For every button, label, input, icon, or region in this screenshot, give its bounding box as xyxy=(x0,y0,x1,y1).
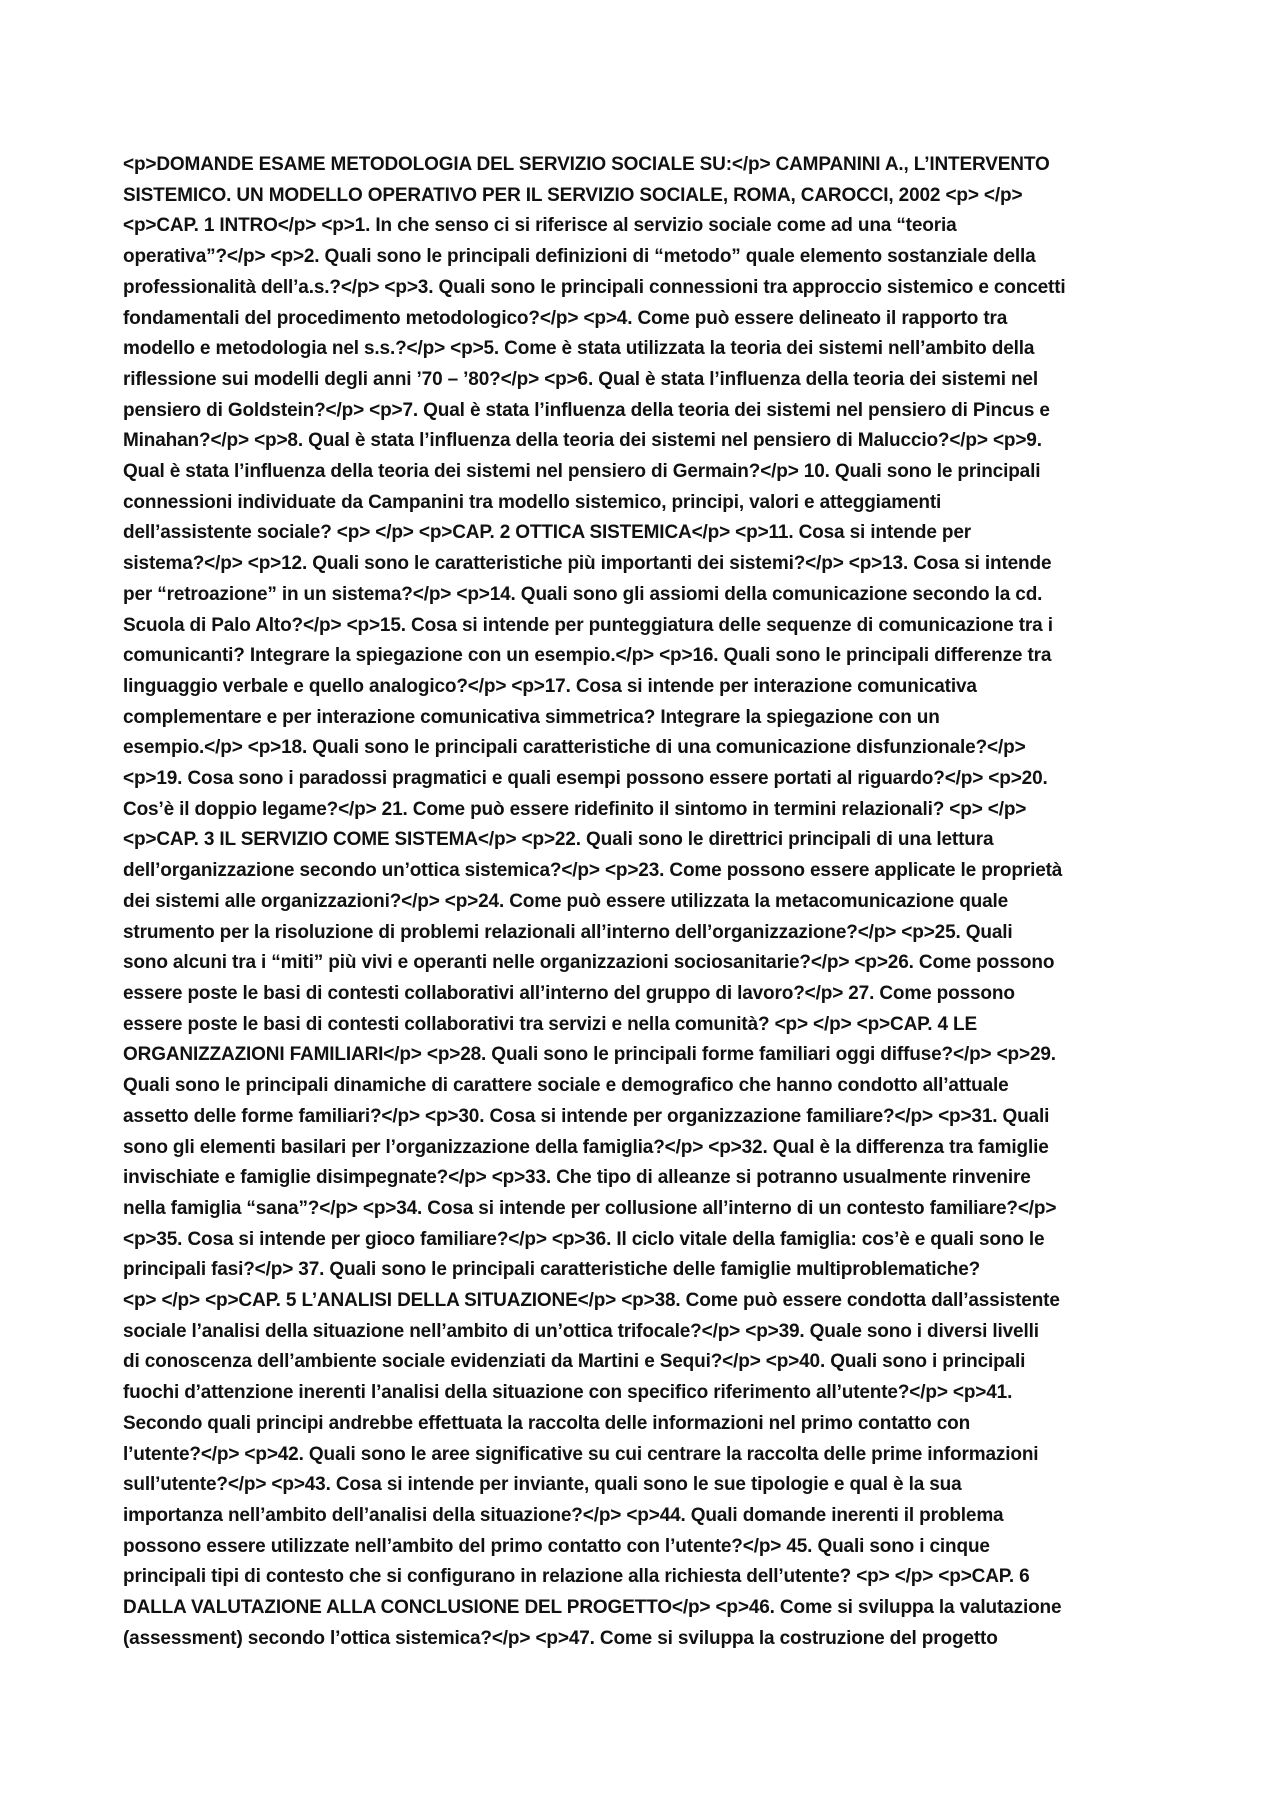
text-line: fondamentali del procedimento metodologico?</p> <p>4. Come può essere delineato il rapporto tra xyxy=(123,307,1008,329)
text-line: sono alcuni tra i “miti” più vivi e operanti nelle organizzazioni sociosanitarie?</p> <p>26. Come possono xyxy=(123,952,1055,974)
text-line: pensiero di Goldstein?</p> <p>7. Qual è stata l’influenza della teoria dei sistemi nel pensiero di Pincus e xyxy=(123,399,1050,421)
text-line: essere poste le basi di contesti collaborativi all’interno del gruppo di lavoro?</p> 27. Come possono xyxy=(123,982,1015,1004)
text-line: possono essere utilizzate nell’ambito del primo contatto con l’utente?</p> 45. Quali sono i cinque xyxy=(123,1535,990,1557)
text-line: riflessione sui modelli degli anni ’70 – ’80?</p> <p>6. Qual è stata l’influenza della teoria dei sistemi nel xyxy=(123,368,1038,390)
text-line: per “retroazione” in un sistema?</p> <p>14. Quali sono gli assiomi della comunicazione secondo la cd. xyxy=(123,583,1043,605)
text-line: <p> </p> <p>CAP. 5 L’ANALISI DELLA SITUAZIONE</p> <p>38. Come può essere condotta dall’assistente xyxy=(123,1290,1060,1312)
text-line: dell’assistente sociale? <p> </p> <p>CAP. 2 OTTICA SISTEMICA</p> <p>11. Cosa si intende per xyxy=(123,522,971,544)
text-line: sono gli elementi basilari per l’organizzazione della famiglia?</p> <p>32. Qual è la differenza tra famiglie xyxy=(123,1136,1049,1158)
text-line: principali fasi?</p> 37. Quali sono le principali caratteristiche delle famiglie multiproblematiche? xyxy=(123,1259,981,1281)
text-line: ORGANIZZAZIONI FAMILIARI</p> <p>28. Quali sono le principali forme familiari oggi diffuse?</p> <p>29. xyxy=(123,1044,1056,1066)
document-text xyxy=(123,150,1173,1654)
text-line: Cos’è il doppio legame?</p> 21. Come può essere ridefinito il sintomo in termini relazionali? <p> </p> xyxy=(123,798,1027,820)
text-line: Scuola di Palo Alto?</p> <p>15. Cosa si intende per punteggiatura delle sequenze di comunicazione tra i xyxy=(123,614,1053,636)
text-line: principali tipi di contesto che si configurano in relazione alla richiesta dell’utente? <p> </p> <p>CAP. 6 xyxy=(123,1566,1030,1588)
text-line: essere poste le basi di contesti collaborativi tra servizi e nella comunità? <p> </p> <p>CAP. 4 LE xyxy=(123,1013,978,1035)
text-line: invischiate e famiglie disimpegnate?</p> <p>33. Che tipo di alleanze si potranno usualmente rinvenire xyxy=(123,1167,1031,1189)
text-line: Secondo quali principi andrebbe effettuata la raccolta delle informazioni nel primo contatto con xyxy=(123,1412,971,1434)
text-line: dei sistemi alle organizzazioni?</p> <p>24. Come può essere utilizzata la metacomunicazione quale xyxy=(123,890,1009,912)
text-line: l’utente?</p> <p>42. Quali sono le aree significative su cui centrare la raccolta delle prime informazioni xyxy=(123,1443,1039,1465)
text-line: importanza nell’ambito dell’analisi della situazione?</p> <p>44. Quali domande inerenti il problema xyxy=(123,1504,1004,1526)
text-line: <p>19. Cosa sono i paradossi pragmatici e quali esempi possono essere portati al riguardo?</p> <p>20. xyxy=(123,768,1048,790)
text-line: sull’utente?</p> <p>43. Cosa si intende per inviante, quali sono le sue tipologie e qual è la sua xyxy=(123,1474,962,1496)
text-line: nella famiglia “sana”?</p> <p>34. Cosa si intende per collusione all’interno di un contesto familiare?</p> xyxy=(123,1197,1057,1219)
text-line: strumento per la risoluzione di problemi relazionali all’interno dell’organizzazione?</p> <p>25. Quali xyxy=(123,921,1013,943)
text-line: sistema?</p> <p>12. Quali sono le caratteristiche più importanti dei sistemi?</p> <p>13. Cosa si intende xyxy=(123,553,1052,575)
text-line: sociale l’analisi della situazione nell’ambito di un’ottica trifocale?</p> <p>39. Quale sono i diversi livelli xyxy=(123,1320,1039,1342)
text-line: assetto delle forme familiari?</p> <p>30. Cosa si intende per organizzazione familiare?</p> <p>31. Quali xyxy=(123,1105,1050,1127)
text-line: modello e metodologia nel s.s.?</p> <p>5. Come è stata utilizzata la teoria dei sistemi nell’ambito della xyxy=(123,338,1035,360)
text-line: complementare e per interazione comunicativa simmetrica? Integrare la spiegazione con un xyxy=(123,706,940,728)
text-line: <p>CAP. 3 IL SERVIZIO COME SISTEMA</p> <p>22. Quali sono le direttrici principali di una lettura xyxy=(123,829,994,851)
text-line: <p>DOMANDE ESAME METODOLOGIA DEL SERVIZIO SOCIALE SU:</p> CAMPANINI A., L’INTERVENTO xyxy=(123,154,1050,175)
text-line: <p>CAP. 1 INTRO</p> <p>1. In che senso ci si riferisce al servizio sociale come ad una “teoria xyxy=(123,215,957,237)
text-line: connessioni individuate da Campanini tra modello sistemico, principi, valori e atteggiamenti xyxy=(123,491,942,513)
text-line: <p>35. Cosa si intende per gioco familiare?</p> <p>36. Il ciclo vitale della famiglia: cos’è e quali sono le xyxy=(123,1228,1045,1250)
text-line: SISTEMICO. UN MODELLO OPERATIVO PER IL SERVIZIO SOCIALE, ROMA, CAROCCI, 2002 <p> </p> xyxy=(123,184,1023,206)
text-line: Qual è stata l’influenza della teoria dei sistemi nel pensiero di Germain?</p> 10. Quali sono le principali xyxy=(123,461,1041,483)
text-line: (assessment) secondo l’ottica sistemica?</p> <p>47. Come si sviluppa la costruzione del progetto xyxy=(123,1627,998,1649)
text-line: di conoscenza dell’ambiente sociale evidenziati da Martini e Sequi?</p> <p>40. Quali sono i principali xyxy=(123,1351,1026,1373)
text-line: comunicanti? Integrare la spiegazione con un esempio.</p> <p>16. Quali sono le principali differenze tra xyxy=(123,645,1052,667)
text-line: linguaggio verbale e quello analogico?</p> <p>17. Cosa si intende per interazione comunicativa xyxy=(123,675,977,697)
text-line: Minahan?</p> <p>8. Qual è stata l’influenza della teoria dei sistemi nel pensiero di Maluccio?</p> <p>9. xyxy=(123,430,1042,452)
text-line: esempio.</p> <p>18. Quali sono le principali caratteristiche di una comunicazione disfunzionale?</p> xyxy=(123,737,1026,759)
text-line: fuochi d’attenzione inerenti l’analisi della situazione con specifico riferimento all’utente?</p> <p>41. xyxy=(123,1382,1013,1404)
text-line: Quali sono le principali dinamiche di carattere sociale e demografico che hanno condotto all’attuale xyxy=(123,1075,1009,1097)
text-line: DALLA VALUTAZIONE ALLA CONCLUSIONE DEL PROGETTO</p> <p>46. Come si sviluppa la valutazione xyxy=(123,1597,1062,1619)
text-line: operativa”?</p> <p>2. Quali sono le principali definizioni di “metodo” quale elemento sostanziale della xyxy=(123,246,1036,268)
text-line: professionalità dell’a.s.?</p> <p>3. Quali sono le principali connessioni tra approccio sistemico e concetti xyxy=(123,276,1066,298)
text-line: dell’organizzazione secondo un’ottica sistemica?</p> <p>23. Come possono essere applicate le proprietà xyxy=(123,860,1063,882)
